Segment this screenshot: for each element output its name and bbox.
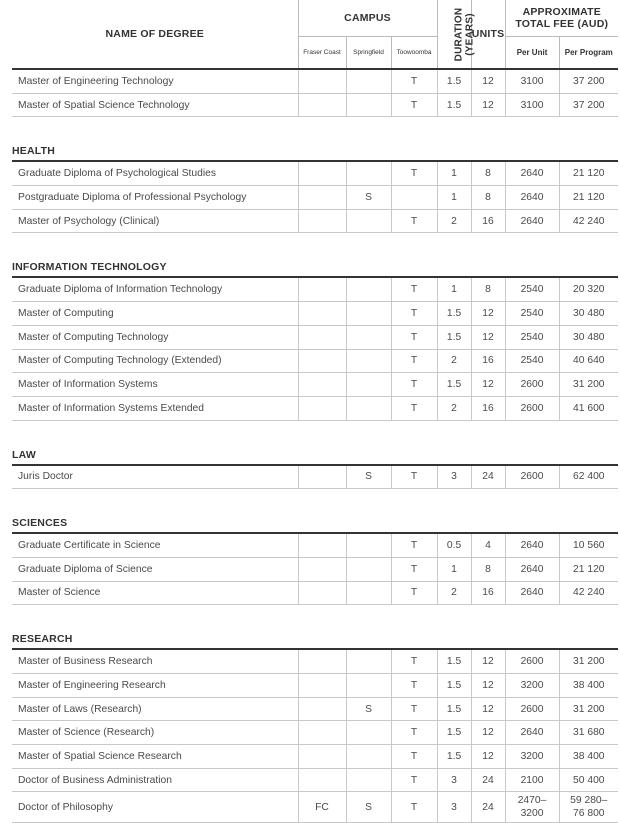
header-approximate-fee [505, 0, 618, 37]
fee-per-unit-cell: 2600 [505, 465, 559, 489]
duration-cell: 1.5 [437, 373, 471, 397]
units-cell: 8 [471, 161, 505, 185]
campus-springfield-cell [346, 302, 391, 326]
degree-name: Postgraduate Diploma of Professional Psychology [12, 186, 298, 210]
fee-per-unit-cell: 3100 [505, 69, 559, 93]
section-title: HEALTH [12, 117, 618, 162]
campus-toowoomba-cell: T [391, 581, 437, 605]
header-name-of-degree: NAME OF DEGREE [12, 0, 298, 69]
duration-cell: 1.5 [437, 325, 471, 349]
header-campus-toowoomba: Toowoomba [391, 37, 437, 70]
campus-springfield-cell [346, 209, 391, 233]
fee-per-unit-cell: 2540 [505, 349, 559, 373]
duration-cell: 1 [437, 161, 471, 185]
units-cell: 8 [471, 557, 505, 581]
duration-cell: 1.5 [437, 697, 471, 721]
campus-fraser-coast-cell [298, 721, 346, 745]
campus-fraser-coast-cell [298, 674, 346, 698]
campus-fraser-coast-cell [298, 649, 346, 673]
table-row [12, 69, 618, 93]
fee-per-unit-cell: 2100 [505, 768, 559, 792]
section-title: SCIENCES [12, 489, 618, 534]
fee-per-unit-cell: 2600 [505, 697, 559, 721]
campus-fraser-coast-cell [298, 557, 346, 581]
campus-springfield-cell [346, 69, 391, 93]
table-row [12, 396, 618, 420]
fee-per-program-cell: 21 120 [559, 186, 618, 210]
table-row [12, 697, 618, 721]
campus-fraser-coast-cell [298, 186, 346, 210]
campus-toowoomba-cell [391, 186, 437, 210]
table-row [12, 649, 618, 673]
campus-fraser-coast-cell [298, 581, 346, 605]
units-cell: 8 [471, 277, 505, 301]
campus-toowoomba-cell: T [391, 349, 437, 373]
campus-springfield-cell [346, 93, 391, 117]
fee-per-unit-cell: 2540 [505, 277, 559, 301]
degree-name: Master of Information Systems [12, 373, 298, 397]
table-row [12, 161, 618, 185]
campus-toowoomba-cell: T [391, 649, 437, 673]
campus-fraser-coast-cell [298, 325, 346, 349]
degree-name: Master of Science [12, 581, 298, 605]
section-header-row [12, 489, 618, 534]
fee-per-unit-cell: 2640 [505, 209, 559, 233]
fee-per-program-cell: 59 280– 76 800 [559, 792, 618, 823]
campus-springfield-cell [346, 373, 391, 397]
degree-name: Graduate Diploma of Science [12, 557, 298, 581]
section-title: INFORMATION TECHNOLOGY [12, 233, 618, 278]
fee-per-program-cell: 37 200 [559, 93, 618, 117]
campus-springfield-cell: S [346, 792, 391, 823]
fee-per-program-cell: 30 480 [559, 302, 618, 326]
header-campus-springfield: Springfield [346, 37, 391, 70]
section-title: RESEARCH [12, 605, 618, 650]
fee-per-program-cell: 38 400 [559, 745, 618, 769]
fee-per-program-cell: 40 640 [559, 349, 618, 373]
campus-fraser-coast-cell [298, 465, 346, 489]
header-fee-line1: APPROXIMATE [522, 6, 601, 18]
fee-per-program-cell: 30 480 [559, 325, 618, 349]
fee-per-unit-cell: 3200 [505, 745, 559, 769]
campus-fraser-coast-cell [298, 533, 346, 557]
table-row [12, 768, 618, 792]
campus-springfield-cell [346, 649, 391, 673]
degree-name: Master of Computing Technology (Extended) [12, 349, 298, 373]
campus-springfield-cell [346, 745, 391, 769]
fee-per-program-cell: 42 240 [559, 581, 618, 605]
campus-toowoomba-cell: T [391, 93, 437, 117]
degree-name: Master of Laws (Research) [12, 697, 298, 721]
campus-toowoomba-cell: T [391, 674, 437, 698]
duration-cell: 1 [437, 186, 471, 210]
units-cell: 12 [471, 325, 505, 349]
fee-per-unit-cell: 3200 [505, 674, 559, 698]
duration-cell: 1 [437, 557, 471, 581]
campus-springfield-cell [346, 349, 391, 373]
campus-springfield-cell [346, 768, 391, 792]
degree-name: Master of Spatial Science Technology [12, 93, 298, 117]
campus-fraser-coast-cell [298, 93, 346, 117]
fee-per-unit-cell: 2640 [505, 533, 559, 557]
table-body [12, 69, 618, 823]
campus-springfield-cell [346, 557, 391, 581]
degree-name: Master of Spatial Science Research [12, 745, 298, 769]
duration-cell: 1.5 [437, 721, 471, 745]
degree-name: Master of Business Research [12, 649, 298, 673]
degree-name: Master of Engineering Technology [12, 69, 298, 93]
units-cell: 24 [471, 465, 505, 489]
campus-fraser-coast-cell: FC [298, 792, 346, 823]
units-cell: 16 [471, 209, 505, 233]
degree-name: Doctor of Business Administration [12, 768, 298, 792]
fee-per-unit-cell: 2640 [505, 721, 559, 745]
units-cell: 16 [471, 581, 505, 605]
degree-name: Master of Computing [12, 302, 298, 326]
campus-toowoomba-cell: T [391, 302, 437, 326]
units-cell: 16 [471, 349, 505, 373]
campus-fraser-coast-cell [298, 373, 346, 397]
fee-per-program-cell: 31 200 [559, 697, 618, 721]
duration-cell: 3 [437, 792, 471, 823]
campus-toowoomba-cell: T [391, 768, 437, 792]
fee-per-unit-cell: 2600 [505, 373, 559, 397]
section-title: LAW [12, 420, 618, 465]
campus-toowoomba-cell: T [391, 745, 437, 769]
duration-cell: 3 [437, 768, 471, 792]
units-cell: 12 [471, 697, 505, 721]
fee-per-unit-cell: 2540 [505, 302, 559, 326]
degree-name: Graduate Diploma of Information Technology [12, 277, 298, 301]
units-cell: 12 [471, 93, 505, 117]
campus-springfield-cell [346, 721, 391, 745]
units-cell: 12 [471, 373, 505, 397]
section-header-row [12, 233, 618, 278]
table-row [12, 674, 618, 698]
fee-per-program-cell: 31 200 [559, 649, 618, 673]
fee-per-program-cell: 20 320 [559, 277, 618, 301]
degree-name: Master of Science (Research) [12, 721, 298, 745]
campus-springfield-cell [346, 325, 391, 349]
fee-per-program-cell: 62 400 [559, 465, 618, 489]
table-row [12, 349, 618, 373]
duration-cell: 2 [437, 349, 471, 373]
units-cell: 4 [471, 533, 505, 557]
campus-fraser-coast-cell [298, 768, 346, 792]
fee-per-program-cell: 21 120 [559, 557, 618, 581]
header-campus: CAMPUS [298, 0, 437, 37]
campus-toowoomba-cell: T [391, 69, 437, 93]
duration-cell: 2 [437, 396, 471, 420]
campus-springfield-cell [346, 396, 391, 420]
duration-cell: 1.5 [437, 93, 471, 117]
header-per-unit: Per Unit [505, 37, 559, 70]
table-row [12, 721, 618, 745]
header-duration-line2: (YEARS) [463, 12, 475, 56]
table-row [12, 557, 618, 581]
campus-fraser-coast-cell [298, 69, 346, 93]
fee-per-unit-cell: 2600 [505, 649, 559, 673]
fee-per-program-cell: 31 200 [559, 373, 618, 397]
campus-toowoomba-cell: T [391, 697, 437, 721]
units-cell: 24 [471, 792, 505, 823]
table-row [12, 209, 618, 233]
degree-name: Graduate Diploma of Psychological Studies [12, 161, 298, 185]
duration-cell: 3 [437, 465, 471, 489]
table-row [12, 745, 618, 769]
degree-name: Master of Information Systems Extended [12, 396, 298, 420]
duration-cell: 1.5 [437, 69, 471, 93]
campus-fraser-coast-cell [298, 161, 346, 185]
campus-springfield-cell [346, 581, 391, 605]
header-duration-line1: DURATION [452, 7, 464, 61]
fee-per-unit-cell: 2540 [505, 325, 559, 349]
duration-cell: 1.5 [437, 674, 471, 698]
campus-springfield-cell [346, 161, 391, 185]
fee-per-program-cell: 41 600 [559, 396, 618, 420]
units-cell: 24 [471, 768, 505, 792]
table-row [12, 581, 618, 605]
degree-fee-table-container [12, 0, 618, 823]
units-cell: 12 [471, 745, 505, 769]
campus-toowoomba-cell: T [391, 396, 437, 420]
header-units: UNITS [471, 0, 505, 69]
fee-per-unit-cell: 2640 [505, 186, 559, 210]
header-campus-fraser-coast: Fraser Coast [298, 37, 346, 70]
table-row [12, 186, 618, 210]
units-cell: 12 [471, 302, 505, 326]
fee-per-program-cell: 31 680 [559, 721, 618, 745]
fee-per-unit-cell: 2470– 3200 [505, 792, 559, 823]
table-row [12, 533, 618, 557]
campus-fraser-coast-cell [298, 745, 346, 769]
fee-per-unit-cell: 2640 [505, 581, 559, 605]
fee-per-unit-cell: 3100 [505, 93, 559, 117]
duration-cell: 1.5 [437, 745, 471, 769]
degree-name: Master of Computing Technology [12, 325, 298, 349]
fee-per-program-cell: 10 560 [559, 533, 618, 557]
fee-per-program-cell: 21 120 [559, 161, 618, 185]
campus-fraser-coast-cell [298, 277, 346, 301]
duration-cell: 1.5 [437, 649, 471, 673]
campus-springfield-cell [346, 674, 391, 698]
fee-per-unit-cell: 2640 [505, 161, 559, 185]
table-row [12, 277, 618, 301]
duration-cell: 1 [437, 277, 471, 301]
fee-per-program-cell: 42 240 [559, 209, 618, 233]
campus-springfield-cell [346, 277, 391, 301]
campus-toowoomba-cell: T [391, 792, 437, 823]
fee-per-program-cell: 38 400 [559, 674, 618, 698]
campus-springfield-cell: S [346, 186, 391, 210]
campus-toowoomba-cell: T [391, 721, 437, 745]
campus-toowoomba-cell: T [391, 557, 437, 581]
campus-toowoomba-cell: T [391, 209, 437, 233]
campus-fraser-coast-cell [298, 697, 346, 721]
campus-fraser-coast-cell [298, 396, 346, 420]
campus-toowoomba-cell: T [391, 161, 437, 185]
header-per-program: Per Program [559, 37, 618, 70]
table-row [12, 373, 618, 397]
units-cell: 12 [471, 721, 505, 745]
units-cell: 12 [471, 69, 505, 93]
campus-toowoomba-cell: T [391, 533, 437, 557]
section-header-row [12, 605, 618, 650]
duration-cell: 0.5 [437, 533, 471, 557]
campus-fraser-coast-cell [298, 349, 346, 373]
table-row [12, 325, 618, 349]
degree-name: Juris Doctor [12, 465, 298, 489]
campus-fraser-coast-cell [298, 302, 346, 326]
table-row [12, 302, 618, 326]
section-header-row [12, 117, 618, 162]
table-row [12, 465, 618, 489]
campus-springfield-cell [346, 533, 391, 557]
degree-fee-table [12, 0, 618, 823]
campus-fraser-coast-cell [298, 209, 346, 233]
fee-per-program-cell: 37 200 [559, 69, 618, 93]
duration-cell: 2 [437, 209, 471, 233]
header-fee-line2: TOTAL FEE (AUD) [515, 18, 609, 30]
header-duration [437, 0, 475, 69]
table-row [12, 792, 618, 823]
campus-springfield-cell: S [346, 465, 391, 489]
duration-cell: 1.5 [437, 302, 471, 326]
duration-cell: 2 [437, 581, 471, 605]
campus-toowoomba-cell: T [391, 325, 437, 349]
degree-name: Master of Psychology (Clinical) [12, 209, 298, 233]
section-header-row [12, 420, 618, 465]
campus-springfield-cell: S [346, 697, 391, 721]
units-cell: 12 [471, 674, 505, 698]
degree-name: Master of Engineering Research [12, 674, 298, 698]
fee-per-unit-cell: 2640 [505, 557, 559, 581]
campus-toowoomba-cell: T [391, 277, 437, 301]
fee-per-unit-cell: 2600 [505, 396, 559, 420]
campus-toowoomba-cell: T [391, 373, 437, 397]
table-row [12, 93, 618, 117]
degree-name: Graduate Certificate in Science [12, 533, 298, 557]
units-cell: 12 [471, 649, 505, 673]
campus-toowoomba-cell: T [391, 465, 437, 489]
degree-name: Doctor of Philosophy [12, 792, 298, 823]
fee-per-program-cell: 50 400 [559, 768, 618, 792]
units-cell: 8 [471, 186, 505, 210]
units-cell: 16 [471, 396, 505, 420]
